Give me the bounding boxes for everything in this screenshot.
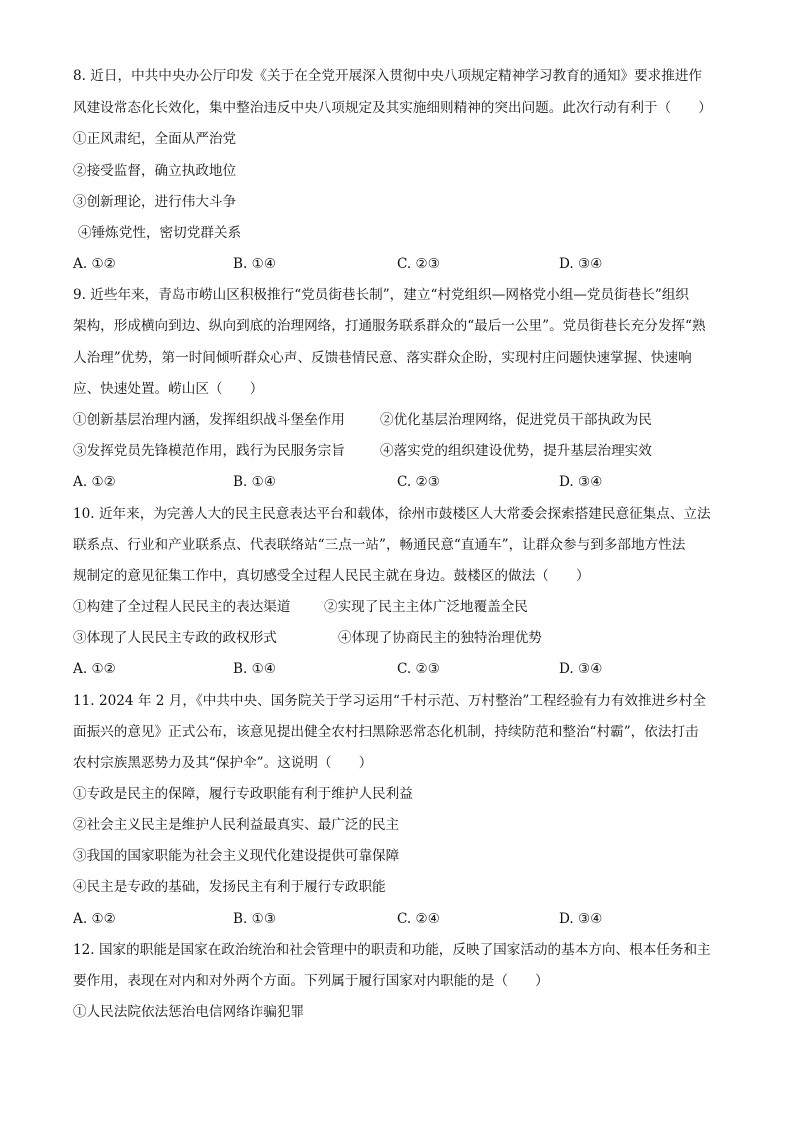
statement-option: ④体现了协商民主的独特治理优势	[338, 630, 542, 646]
statement-option: ④落实党的组织建设优势，提升基层治理实效	[380, 443, 652, 459]
question-stem: 人治理”优势，第一时间倾听群众心声、反馈巷情民意、落实群众企盼，实现村庄问题快速掌握、快速响	[73, 350, 692, 366]
question-stem: 要作用，表现在对内和对外两个方面。下列属于履行国家对内职能的是（ ）	[73, 973, 549, 989]
statement-option: ①正风肃纪，全面从严治党	[73, 131, 237, 147]
answer-choice-d: D. ③④	[559, 661, 603, 677]
answer-choice-a: A. ①②	[73, 474, 116, 490]
answer-choice-b: B. ①④	[233, 474, 277, 490]
answer-choice-b: B. ①④	[233, 256, 277, 272]
question-stem: 10. 近年来，为完善人大的民主民意表达平台和载体，徐州市鼓楼区人大常委会探索搭建民意征集点、立法	[73, 506, 711, 522]
question-stem: 8. 近日，中共中央办公厅印发《关于在全党开展深入贯彻中央八项规定精神学习教育的通知》要求推进作	[73, 68, 703, 84]
question-stem: 联系点、行业和产业联系点、代表联络站“三点一站”，畅通民意“直通车”，让群众参与到多部地方性法	[73, 537, 686, 553]
answer-choice-b: B. ①③	[233, 911, 277, 927]
answer-choice-c: C. ②③	[397, 474, 440, 490]
question-stem: 面振兴的意见》正式公布，该意见提出健全农村扫黑除恶常态化机制，持续防范和整治“村霸”，依法打击	[73, 724, 699, 740]
question-stem: 应、快速处置。崂山区（ ）	[73, 381, 264, 397]
statement-option: ①专政是民主的保障，履行专政职能有利于维护人民利益	[73, 786, 413, 802]
question-stem: 风建设常态化长效化，集中整治违反中央八项规定及其实施细则精神的突出问题。此次行动有利于（ ）	[73, 100, 712, 116]
statement-option: ③发挥党员先锋模范作用，践行为民服务宗旨	[73, 443, 345, 459]
statement-option: ③我国的国家职能为社会主义现代化建设提供可靠保障	[73, 848, 400, 864]
answer-choice-a: A. ①②	[73, 256, 116, 272]
statement-option: ②接受监督，确立执政地位	[73, 163, 237, 179]
question-stem: 9. 近些年来，青岛市崂山区积极推行“党员街巷长制”，建立“村党组织—网格党小组—党员街巷长”组织	[73, 287, 690, 303]
statement-option: ①人民法院依法惩治电信网络诈骗犯罪	[73, 1004, 305, 1020]
answer-choice-c: C. ②③	[397, 661, 440, 677]
answer-choice-b: B. ①④	[233, 661, 277, 677]
statement-option: ②实现了民主主体广泛地覆盖全民	[324, 599, 528, 615]
answer-choice-d: D. ③④	[559, 911, 603, 927]
statement-option: ④锤炼党性，密切党群关系	[78, 225, 242, 241]
statement-option: ①构建了全过程人民民主的表达渠道	[73, 599, 291, 615]
statement-option: ③创新理论，进行伟大斗争	[73, 194, 237, 210]
question-stem: 规制定的意见征集工作中，真切感受全过程人民民主就在身边。鼓楼区的做法（ ）	[73, 568, 590, 584]
question-stem: 农村宗族黑恶势力及其“保护伞”。这说明（ ）	[73, 755, 373, 771]
answer-choice-a: A. ①②	[73, 911, 116, 927]
statement-option: ①创新基层治理内涵，发挥组织战斗堡垒作用	[73, 412, 345, 428]
question-stem: 12. 国家的职能是国家在政治统治和社会管理中的职责和功能，反映了国家活动的基本方向、根本任务和主	[73, 942, 711, 958]
answer-choice-d: D. ③④	[559, 474, 603, 490]
statement-option: ④民主是专政的基础，发扬民主有利于履行专政职能	[73, 879, 386, 895]
answer-choice-c: C. ②④	[397, 911, 440, 927]
answer-choice-a: A. ①②	[73, 661, 116, 677]
statement-option: ②社会主义民主是维护人民利益最真实、最广泛的民主	[73, 817, 400, 833]
statement-option: ③体现了人民民主专政的政权形式	[73, 630, 277, 646]
statement-option: ②优化基层治理网络，促进党员干部执政为民	[380, 412, 652, 428]
question-stem: 11. 2024 年 2 月，《中共中央、国务院关于学习运用“千村示范、万村整治”工程经验有力有效推进乡村全	[73, 693, 706, 709]
answer-choice-c: C. ②③	[397, 256, 440, 272]
question-stem: 架构，形成横向到边、纵向到底的治理网络，打通服务联系群众的“最后一公里”。党员街巷长充分发挥“熟	[73, 318, 706, 334]
answer-choice-d: D. ③④	[559, 256, 603, 272]
